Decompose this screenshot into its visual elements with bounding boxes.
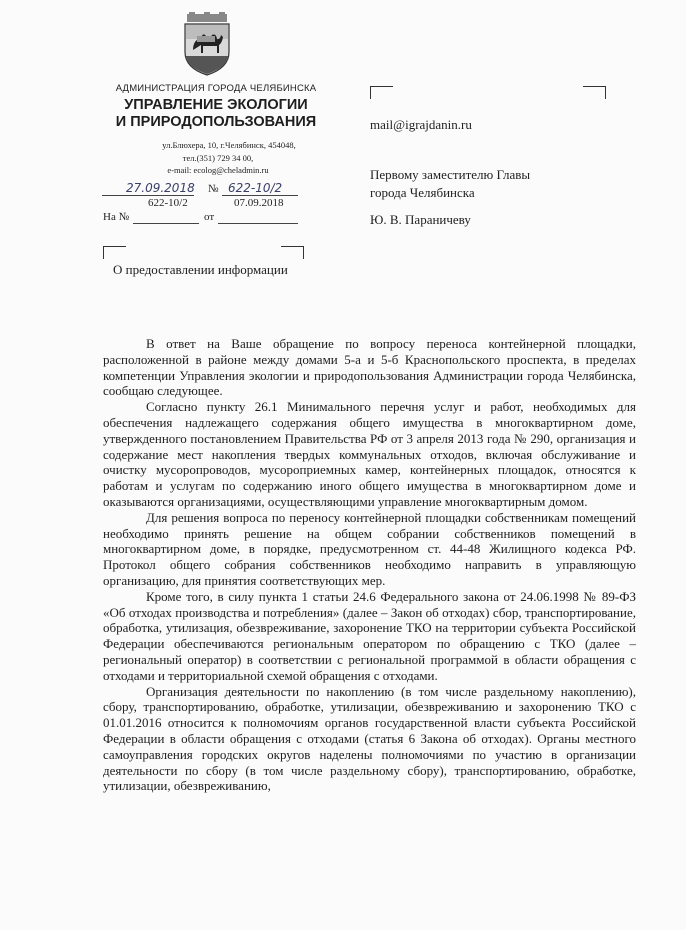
chelyabinsk-coat-of-arms-icon [181, 12, 233, 76]
recipient-line1: Первому заместителю Главы [370, 167, 531, 182]
ot-line [218, 223, 298, 224]
reference-number: 622-10/2 [148, 197, 188, 209]
paragraph: Кроме того, в силу пункта 1 статьи 24.6 Федерального закона от 24.06.1998 № 89-ФЗ «Об отходах производства и потребления» (далее – Закон об отходах) сбор, транспортирование, обработка, утилизация, обезвреживание, захоронение ТКО на территории субъекта Российской Федерации обеспечиваются региональным оператором по обращению с ТКО (далее – региональный оператор) в соответствии с региональной программой в области обращения с отходами и территориальной схемой обращения с отходами. [103, 588, 636, 683]
subject-corner-right [281, 246, 304, 259]
organization-name-line2: И ПРИРОДОПОЛЬЗОВАНИЯ [115, 114, 317, 130]
na-line [133, 223, 199, 224]
email: e-mail: ecolog@cheladmin.ru [167, 165, 269, 175]
letter-body [103, 336, 636, 794]
phone: тел.(351) 729 34 00, [182, 152, 254, 163]
subject-corner-left [103, 246, 126, 259]
address: ул.Блюхера, 10, г.Челябинск, 454048, [162, 140, 296, 150]
date-line [102, 195, 194, 196]
number-line [222, 195, 298, 196]
paragraph: В ответ на Ваше обращение по вопросу переноса контейнерной площадки, расположенной в районе между домами 5-а и 5-б Краснопольского проспекта, в пределах компетенции Управления экологии и природопользования Администрации города Челябинска, сообщаю следующее. [103, 336, 636, 399]
na-label: На № [103, 211, 130, 223]
handwritten-number: 622-10/2 [228, 181, 283, 195]
reference-date: 07.09.2018 [234, 197, 284, 209]
subject: О предоставлении информации [113, 262, 288, 277]
paragraph: Организация деятельности по накоплению (в том числе раздельному накоплению), сбору, транспортированию, обработке, утилизации, обезвреживанию и захоронению ТКО с 01.01.2016 относится к полномочиям органов государственной власти субъекта Российской Федерации в области обращения с отходами (статья 6 Закона об отходах). Органы местного самоуправления городских округов наделены полномочиями по участию в организации деятельности по сбору (в том числе раздельному сбору), транспортированию, обработке, утилизации, обезвреживанию, [103, 683, 636, 794]
number-label: № [208, 183, 219, 195]
recipient-line2: города Челябинска [370, 185, 475, 200]
recipient-email: mail@igrajdanin.ru [370, 117, 472, 132]
handwritten-date: 27.09.2018 [126, 181, 195, 195]
address-corner-right [583, 86, 606, 99]
recipient-name: Ю. В. Параничеву [370, 212, 471, 227]
paragraph: Для решения вопроса по переносу контейнерной площадки собственникам помещений необходимо принять решение на общем собрании собственников помещений в многоквартирном доме, в порядке, предусмотренном ст. 44-48 Жилищного кодекса РФ. Протокол общего собрания собственников необходимо направить в управляющую организацию, для принятия соответствующих мер. [103, 509, 636, 588]
organization-name [100, 97, 332, 131]
paragraph: Согласно пункту 26.1 Минимального перечня услуг и работ, необходимых для обеспечения надлежащего содержания общего имущества в многоквартирном доме, утвержденного постановлением Правительства РФ от 3 апреля 2013 года № 290, организация и содержание мест накопления твердых коммунальных отходов, включая обслуживание и очистку мусоропроводов, мусороприемных камер, контейнерных площадок, относятся к работам и услугам по содержанию иного общего имущества в многоквартирном доме и оказываются организациями, осуществляющими управление многоквартирным домом. [103, 399, 636, 509]
organization-name-line1: УПРАВЛЕНИЕ ЭКОЛОГИИ [124, 97, 308, 113]
organization-parent: АДМИНИСТРАЦИЯ ГОРОДА ЧЕЛЯБИНСКА [115, 83, 317, 94]
organization-contacts [118, 139, 318, 177]
address-corner-left [370, 86, 393, 99]
ot-label: от [204, 211, 215, 223]
